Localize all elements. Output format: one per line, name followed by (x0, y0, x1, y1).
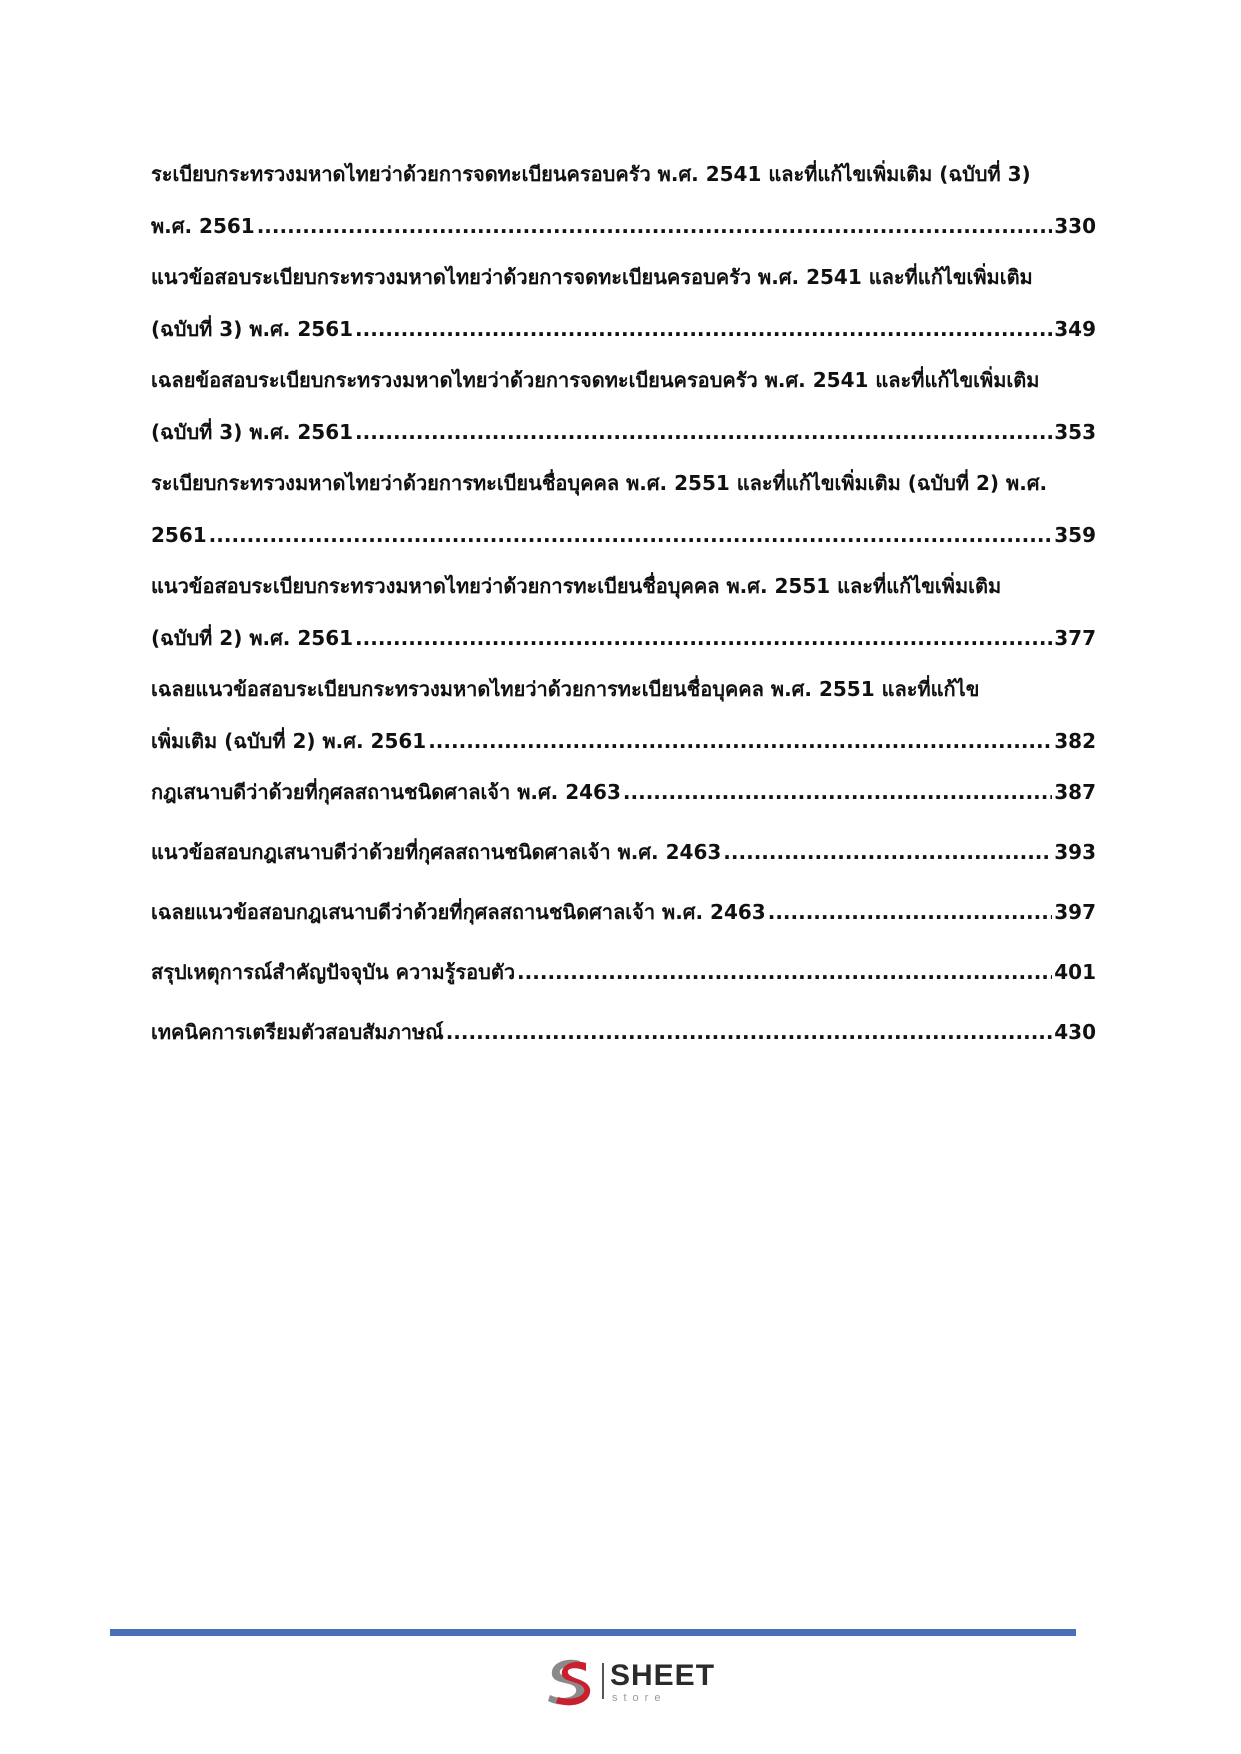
toc-entry-title: เฉลยข้อสอบระเบียบกระทรวงมหาดไทยว่าด้วยการจดทะเบียนครอบครัว พ.ศ. 2541 และที่แก้ไขเพิ่มเติม (151, 368, 1040, 392)
toc-entry-last-line (151, 406, 1096, 458)
toc-entry-last-line (151, 886, 1096, 938)
table-of-contents (151, 148, 1096, 1066)
toc-page-number: 353 (1054, 420, 1096, 444)
toc-leader-dots (209, 509, 1053, 561)
toc-entry (151, 148, 1096, 252)
toc-entry-title: กฎเสนาบดีว่าด้วยที่กุศลสถานชนิดศาลเจ้า พ.ศ. 2463 (151, 780, 621, 804)
sheet-store-logo (540, 1655, 716, 1707)
toc-entry (151, 766, 1096, 818)
toc-entry-last-line (151, 303, 1096, 355)
toc-entry-last-line (151, 1006, 1096, 1058)
toc-leader-dots (355, 406, 1052, 458)
toc-entry-last-line (151, 826, 1096, 878)
toc-entry (151, 663, 1096, 767)
toc-entry (151, 1006, 1096, 1058)
toc-entry-last-line (151, 946, 1096, 998)
toc-leader-dots (517, 946, 1052, 998)
toc-page-number: 382 (1054, 729, 1096, 753)
toc-entry-line (151, 148, 1096, 200)
toc-leader-dots (768, 886, 1053, 938)
toc-entry-last-line (151, 509, 1096, 561)
toc-page-number: 397 (1054, 900, 1096, 924)
toc-entry-title: เพิ่มเติม (ฉบับที่ 2) พ.ศ. 2561 (151, 729, 427, 753)
toc-leader-dots (723, 826, 1052, 878)
toc-entry (151, 457, 1096, 561)
logo-subword: store (612, 1692, 667, 1704)
toc-page-number: 387 (1054, 780, 1096, 804)
toc-entry (151, 946, 1096, 998)
toc-leader-dots (355, 612, 1052, 664)
toc-entry-title: เทคนิคการเตรียมตัวสอบสัมภาษณ์ (151, 1020, 444, 1044)
toc-entry-title: ระเบียบกระทรวงมหาดไทยว่าด้วยการจดทะเบียนครอบครัว พ.ศ. 2541 และที่แก้ไขเพิ่มเติม (ฉบับที่ 3) (151, 162, 1031, 186)
toc-page-number: 430 (1054, 1020, 1096, 1044)
toc-entry-last-line (151, 612, 1096, 664)
toc-entry-title: เฉลยแนวข้อสอบกฎเสนาบดีว่าด้วยที่กุศลสถานชนิดศาลเจ้า พ.ศ. 2463 (151, 900, 766, 924)
toc-entry (151, 251, 1096, 355)
toc-entry-title: แนวข้อสอบระเบียบกระทรวงมหาดไทยว่าด้วยการจดทะเบียนครอบครัว พ.ศ. 2541 และที่แก้ไขเพิ่มเติม (151, 265, 1033, 289)
toc-page-number: 349 (1054, 317, 1096, 341)
toc-leader-dots (623, 766, 1052, 818)
toc-entry (151, 560, 1096, 664)
logo-separator (602, 1663, 604, 1699)
footer-rule (110, 1629, 1076, 1636)
toc-entry-line (151, 457, 1096, 509)
toc-entry-title: เฉลยแนวข้อสอบระเบียบกระทรวงมหาดไทยว่าด้วยการทะเบียนชื่อบุคคล พ.ศ. 2551 และที่แก้ไข (151, 677, 980, 701)
toc-entry-last-line (151, 766, 1096, 818)
toc-page-number: 393 (1054, 840, 1096, 864)
toc-entry (151, 826, 1096, 878)
toc-entry-title: แนวข้อสอบระเบียบกระทรวงมหาดไทยว่าด้วยการทะเบียนชื่อบุคคล พ.ศ. 2551 และที่แก้ไขเพิ่มเติม (151, 574, 1002, 598)
toc-leader-dots (257, 200, 1053, 252)
toc-entry-title: แนวข้อสอบกฎเสนาบดีว่าด้วยที่กุศลสถานชนิดศาลเจ้า พ.ศ. 2463 (151, 840, 722, 864)
toc-entry-title: ระเบียบกระทรวงมหาดไทยว่าด้วยการทะเบียนชื่อบุคคล พ.ศ. 2551 และที่แก้ไขเพิ่มเติม (ฉบับที่ 2) พ.ศ. (151, 471, 1048, 495)
toc-entry-last-line (151, 200, 1096, 252)
toc-entry (151, 354, 1096, 458)
toc-entry-title: (ฉบับที่ 3) พ.ศ. 2561 (151, 420, 354, 444)
toc-entry-title: 2561 (151, 523, 207, 547)
toc-page-number: 377 (1054, 626, 1096, 650)
toc-page-number: 330 (1054, 214, 1096, 238)
toc-page-number: 401 (1054, 960, 1096, 984)
toc-entry-title: พ.ศ. 2561 (151, 214, 255, 238)
toc-entry-title: (ฉบับที่ 3) พ.ศ. 2561 (151, 317, 354, 341)
toc-entry-line (151, 663, 1096, 715)
toc-entry-line (151, 354, 1096, 406)
sheet-store-s-icon (540, 1655, 598, 1707)
toc-entry (151, 886, 1096, 938)
toc-entry-line (151, 560, 1096, 612)
toc-leader-dots (355, 303, 1052, 355)
toc-leader-dots (446, 1006, 1053, 1058)
toc-entry-line (151, 251, 1096, 303)
toc-leader-dots (428, 715, 1052, 767)
toc-entry-last-line (151, 715, 1096, 767)
toc-entry-title: (ฉบับที่ 2) พ.ศ. 2561 (151, 626, 354, 650)
toc-page-number: 359 (1054, 523, 1096, 547)
logo-word: SHEET (610, 1659, 716, 1692)
toc-entry-title: สรุปเหตุการณ์สำคัญปัจจุบัน ความรู้รอบตัว (151, 960, 516, 984)
